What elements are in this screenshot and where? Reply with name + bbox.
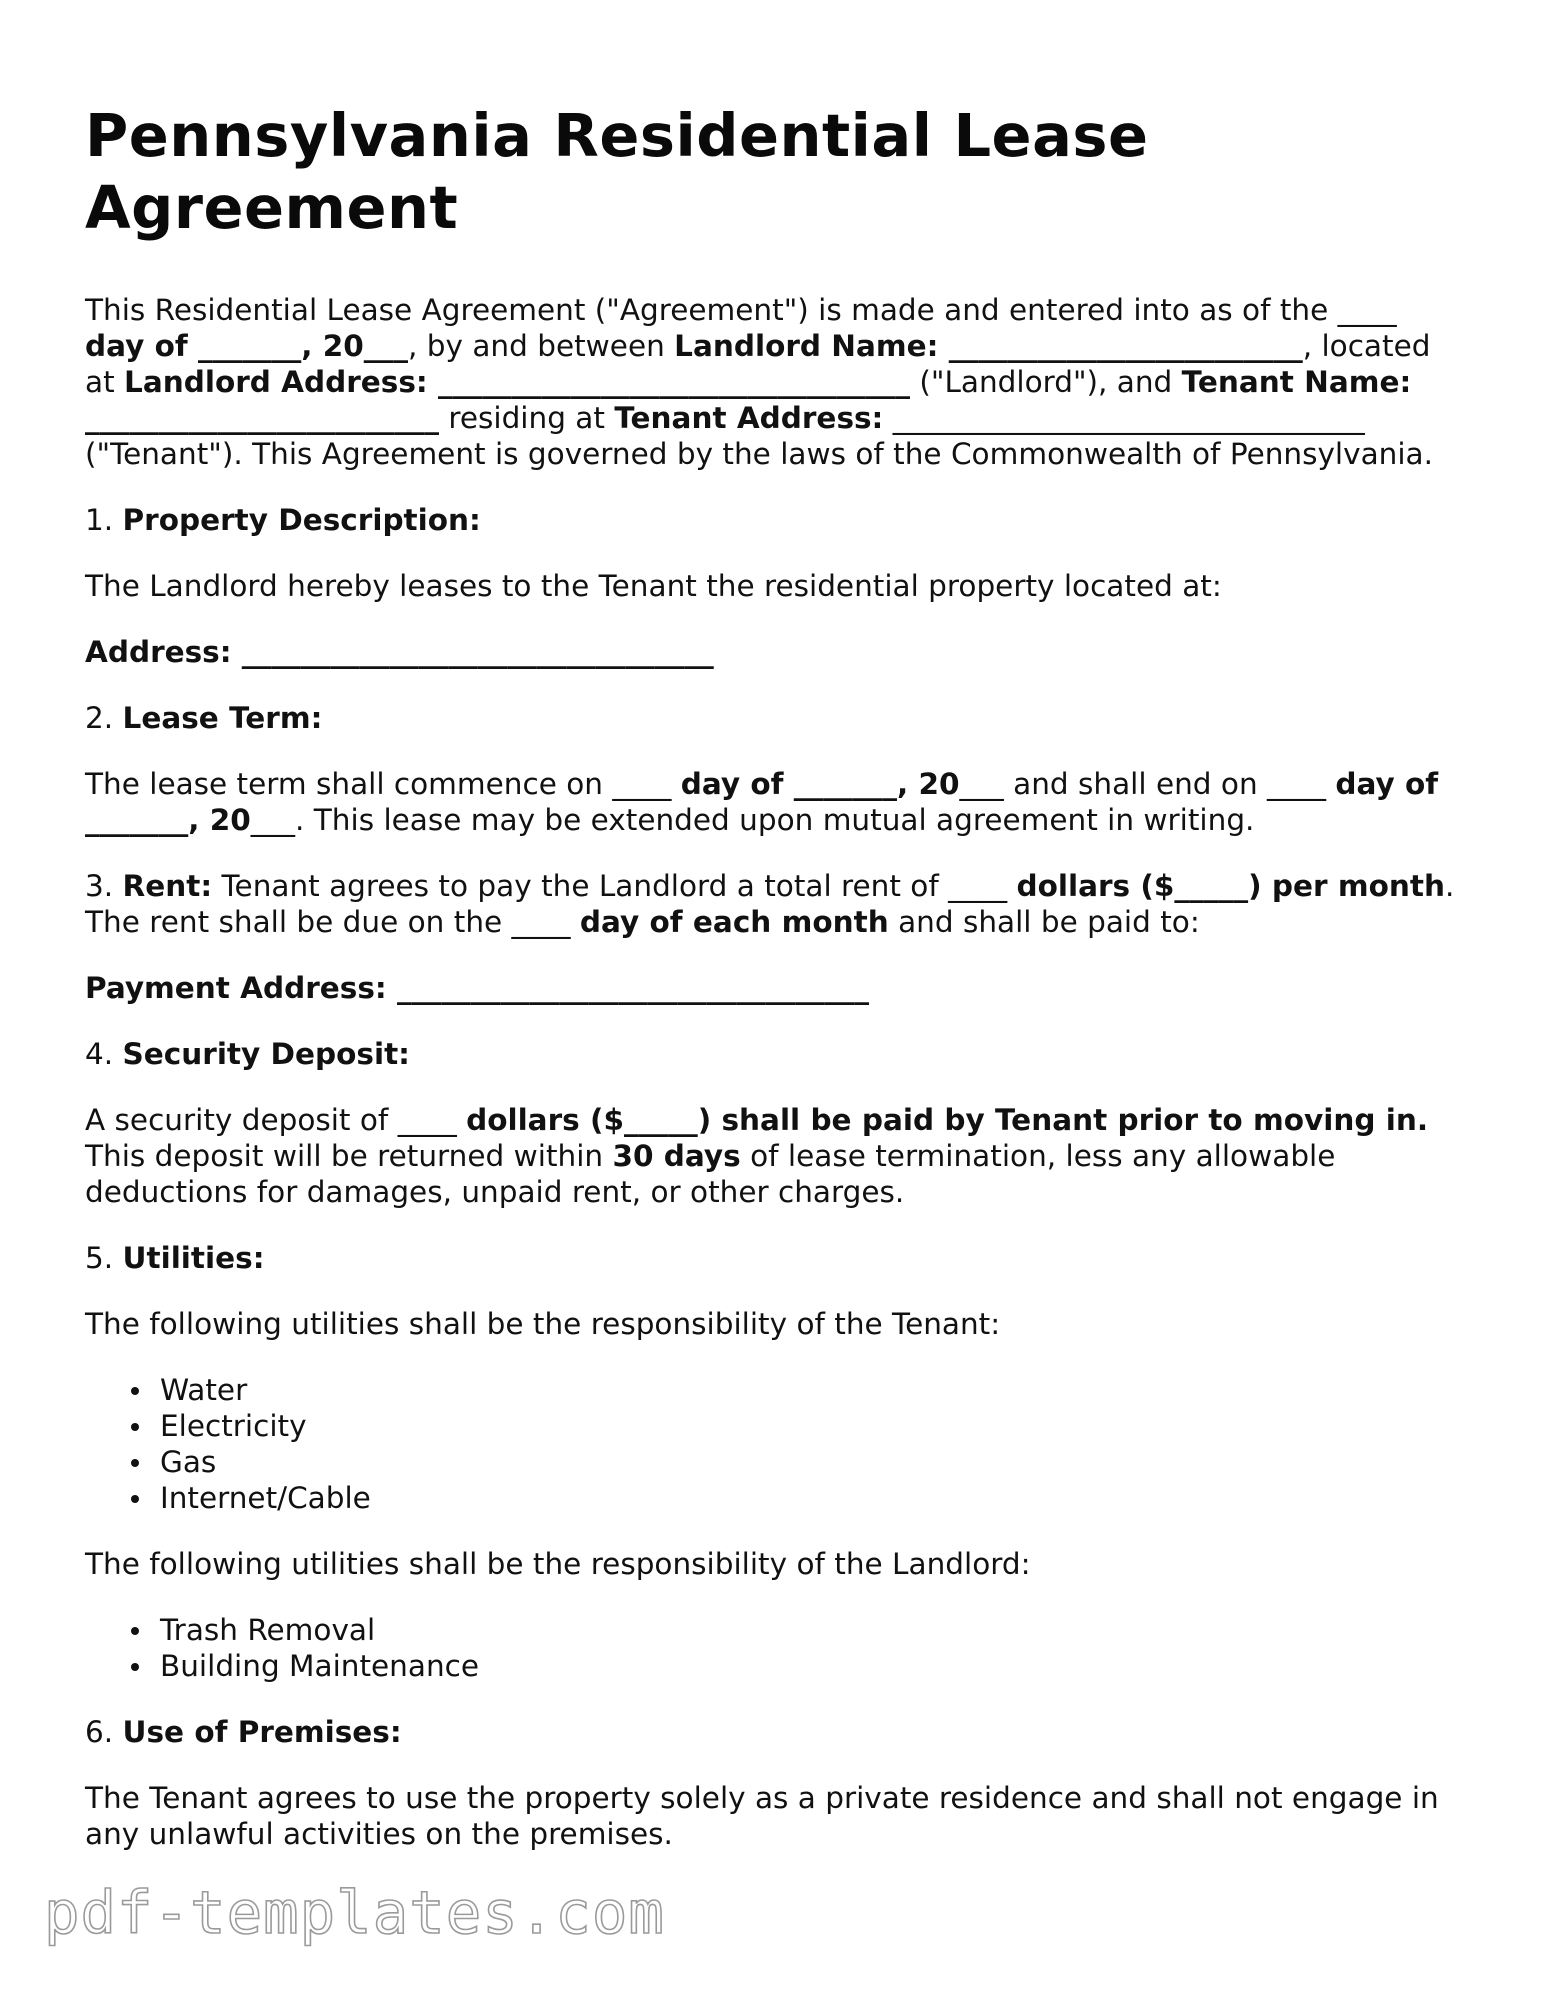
section-title: Rent: bbox=[122, 869, 213, 903]
section-number: 4. bbox=[85, 1037, 123, 1071]
section-4-heading bbox=[85, 1036, 1465, 1072]
list-item: Water bbox=[160, 1372, 1465, 1408]
property-address-field bbox=[85, 634, 1465, 670]
intro-text-1: This Residential Lease Agreement ("Agreement") is made and entered into as of the ____ bbox=[85, 293, 1397, 327]
landlord-utilities-list bbox=[85, 1612, 1465, 1684]
tenant-utilities-list bbox=[85, 1372, 1465, 1516]
section-number: 6. bbox=[85, 1715, 123, 1749]
tenant-utilities-intro: The following utilities shall be the responsibility of the Tenant: bbox=[85, 1307, 1001, 1341]
section-5-heading bbox=[85, 1240, 1465, 1276]
rent-text-2: . The rent shall be due on the ____ bbox=[85, 869, 1455, 939]
tenant-name-field: Tenant Name: ________________________ bbox=[85, 365, 1412, 435]
watermark: pdf-templates.com bbox=[44, 1878, 665, 1947]
landlord-utilities-intro: The following utilities shall be the responsibility of the Landlord: bbox=[85, 1547, 1031, 1581]
lease-term-text-3: ___. This lease may be extended upon mutual agreement in writing. bbox=[250, 803, 1255, 837]
lease-end-date-field: day of _______, 20 bbox=[85, 767, 1439, 837]
section-number: 2. bbox=[85, 701, 123, 735]
list-item: Electricity bbox=[160, 1408, 1465, 1444]
deposit-text-2: This deposit will be returned within bbox=[85, 1139, 613, 1173]
payment-address-field bbox=[85, 970, 1465, 1006]
deposit-text-1: A security deposit of ____ bbox=[85, 1103, 467, 1137]
section-2-heading bbox=[85, 700, 1465, 736]
deposit-return-period: 30 days bbox=[612, 1139, 741, 1173]
section-6-heading bbox=[85, 1714, 1465, 1750]
section-title: Property Description: bbox=[122, 503, 481, 537]
rent-paragraph bbox=[85, 868, 1465, 940]
list-item: Internet/Cable bbox=[160, 1480, 1465, 1516]
intro-paragraph bbox=[85, 292, 1465, 472]
list-item: Gas bbox=[160, 1444, 1465, 1480]
section-title: Lease Term: bbox=[122, 701, 323, 735]
section-title: Use of Premises: bbox=[122, 1715, 402, 1749]
rent-amount-field: dollars ($_____) per month bbox=[1016, 869, 1445, 903]
rent-text-1: Tenant agrees to pay the Landlord a total rent of ____ bbox=[212, 869, 1017, 903]
section-title: Utilities: bbox=[122, 1241, 265, 1275]
section-1-text: The Landlord hereby leases to the Tenant the residential property located at: bbox=[85, 569, 1222, 603]
section-number: 1. bbox=[85, 503, 123, 537]
section-number: 3. bbox=[85, 869, 123, 903]
section-1-heading bbox=[85, 502, 1465, 538]
lease-term-paragraph bbox=[85, 766, 1465, 838]
deposit-amount-field: dollars ($_____) shall be paid by Tenant prior to moving in. bbox=[466, 1103, 1429, 1137]
intro-text-3: , located at bbox=[85, 329, 1431, 399]
property-address-label: Address: ________________________________ bbox=[85, 635, 714, 669]
landlord-address-field: Landlord Address: ________________________________ bbox=[124, 365, 910, 399]
intro-text-2: , by and between bbox=[408, 329, 675, 363]
rent-due-day-field: day of each month bbox=[579, 905, 889, 939]
lease-term-text-1: The lease term shall commence on ____ bbox=[85, 767, 681, 801]
landlord-name-field: Landlord Name: ________________________ bbox=[674, 329, 1303, 363]
payment-address-label: Payment Address: ________________________________ bbox=[85, 971, 869, 1005]
intro-text-5: residing at bbox=[439, 401, 615, 435]
deposit-text-3: of lease termination, less any allowable deductions for damages, unpaid rent, or other charges. bbox=[85, 1139, 1336, 1209]
list-item: Trash Removal bbox=[160, 1612, 1465, 1648]
document-title: Pennsylvania Residential Lease Agreement bbox=[85, 101, 1149, 242]
intro-text-4: ("Landlord"), and bbox=[909, 365, 1182, 399]
security-deposit-paragraph bbox=[85, 1102, 1465, 1210]
list-item: Building Maintenance bbox=[160, 1648, 1465, 1684]
rent-text-3: and shall be paid to: bbox=[888, 905, 1200, 939]
lease-term-text-2: ___ and shall end on ____ bbox=[959, 767, 1336, 801]
section-number: 5. bbox=[85, 1241, 123, 1275]
intro-date-field: day of _______, 20___ bbox=[85, 329, 409, 363]
intro-text-6: ________________________________ ("Tenant"). This Agreement is governed by the laws of the Commonwealth of Pennsylvania. bbox=[85, 401, 1434, 471]
tenant-address-field: Tenant Address: bbox=[614, 401, 884, 435]
document-page bbox=[85, 100, 1465, 1852]
lease-start-date-field: day of _______, 20 bbox=[680, 767, 960, 801]
section-title: Security Deposit: bbox=[122, 1037, 410, 1071]
section-6-text: The Tenant agrees to use the property solely as a private residence and shall not engage in any unlawful activities on the premises. bbox=[85, 1781, 1439, 1851]
